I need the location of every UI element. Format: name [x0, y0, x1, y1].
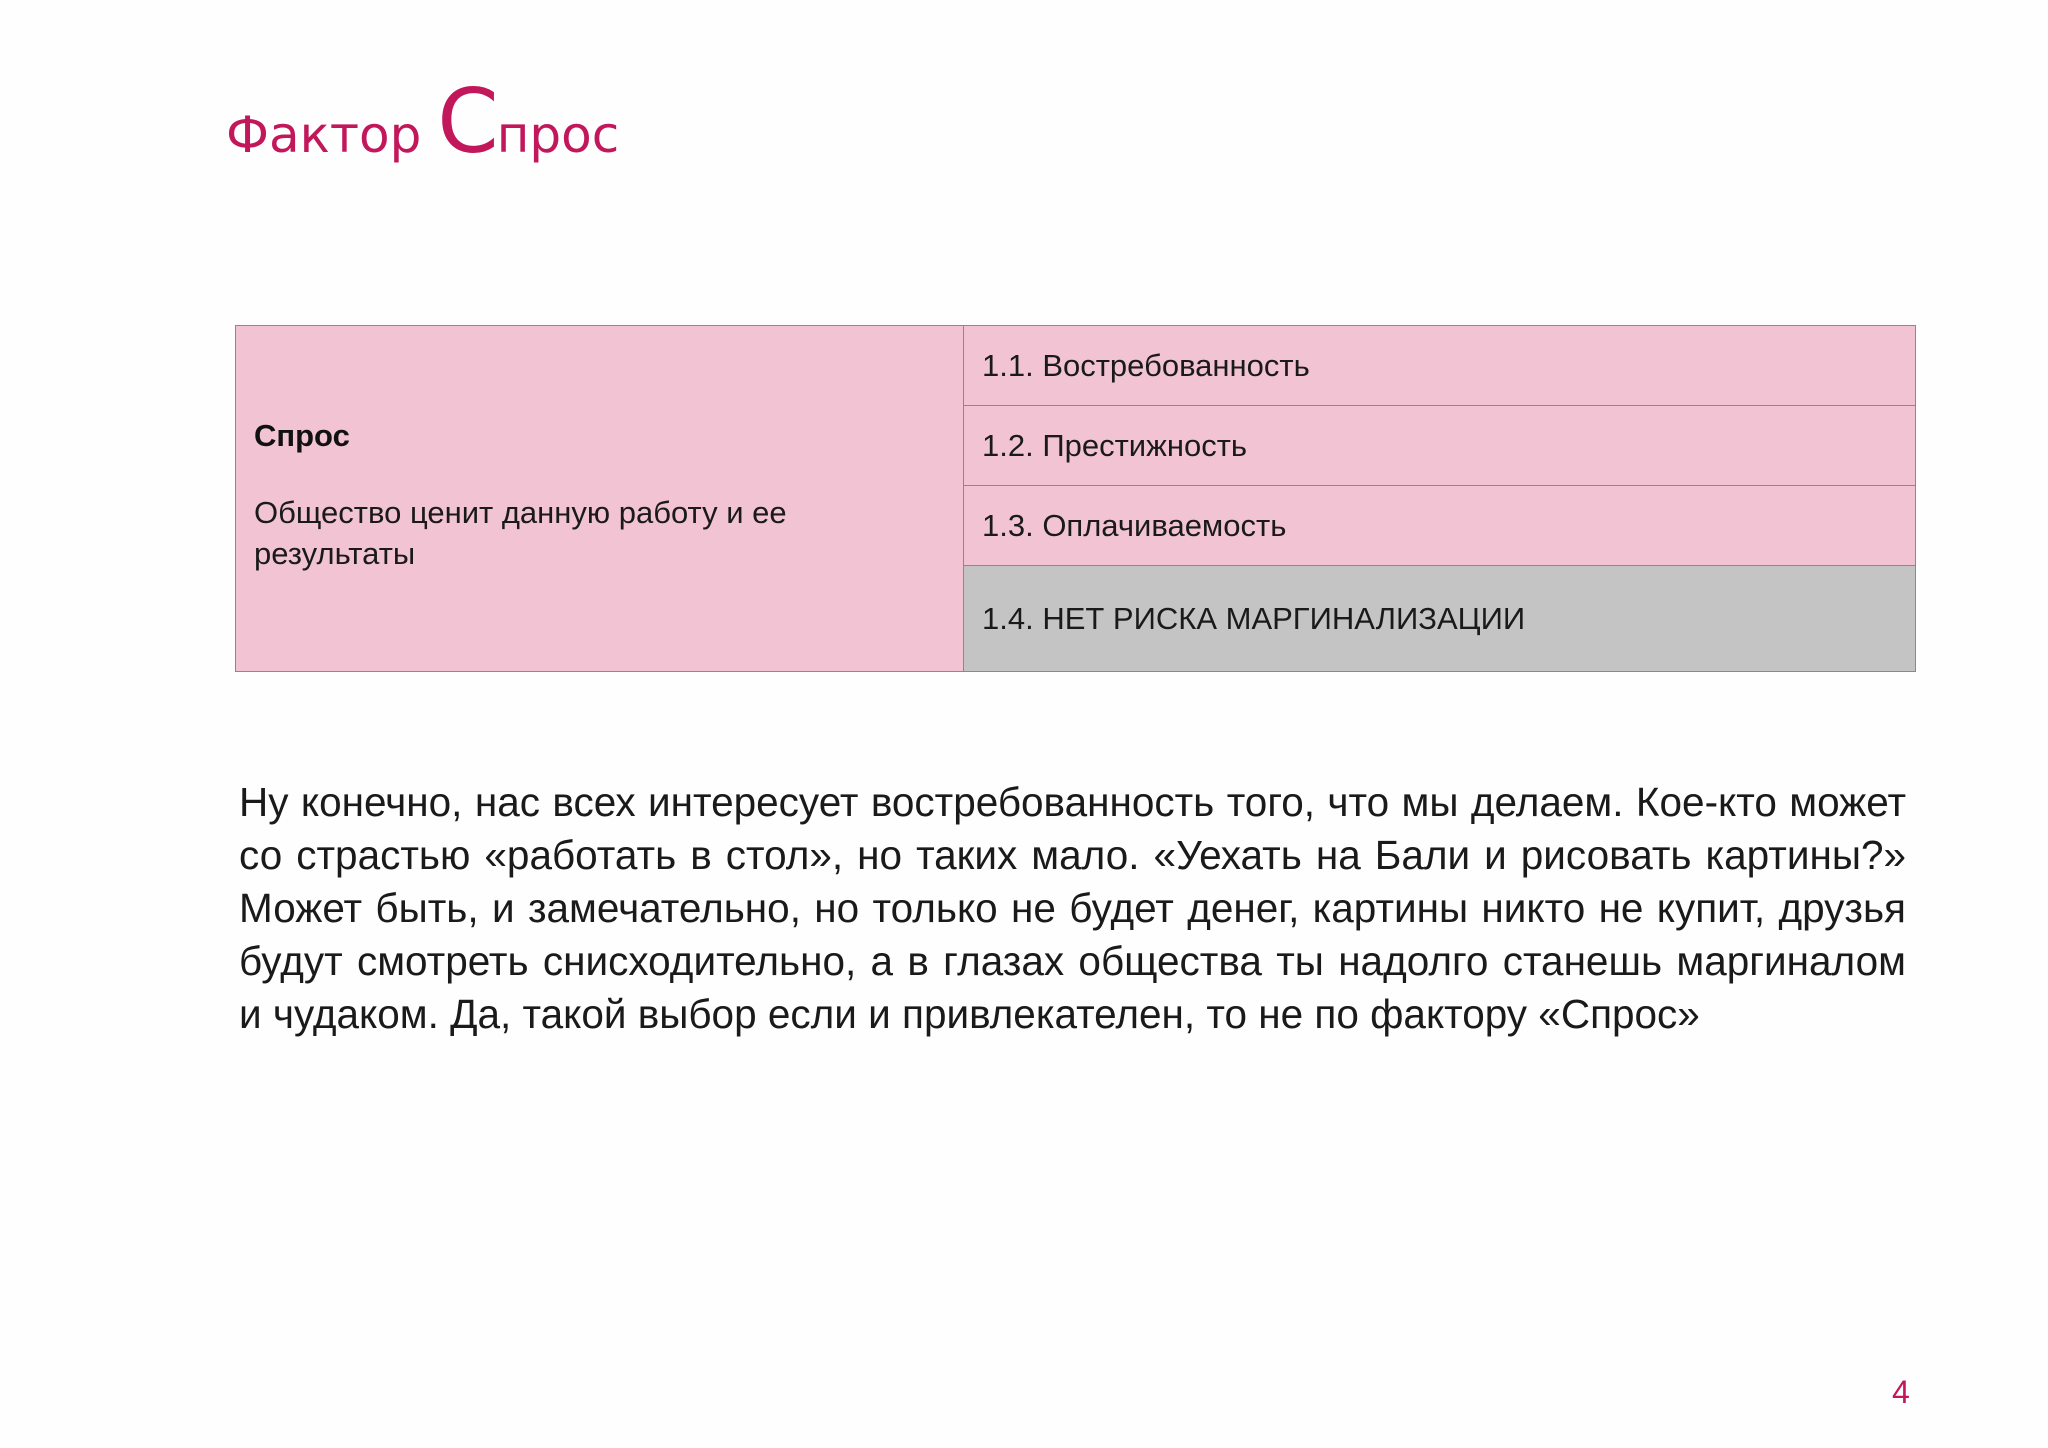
factor-item-prestige: 1.2. Престижность — [964, 406, 1915, 486]
factor-summary-cell — [236, 326, 964, 671]
factor-description: Общество ценит данную работу и ее результаты — [254, 495, 787, 571]
factor-table — [235, 325, 1916, 672]
factor-item-marginalization: 1.4. НЕТ РИСКА МАРГИНАЛИЗАЦИИ — [964, 566, 1915, 671]
body-paragraph: Ну конечно, нас всех интересует востребованность того, что мы делаем. Кое-кто может со страстью «работать в стол», но таких мало. «Уехать на Бали и рисовать картины?» Может быть, и замечательно, но только не будет денег, картины никто не купит, друзья будут смотреть снисходительно, а в глазах общества ты надолго станешь маргиналом и чудаком. Да, такой выбор если и привлекателен, то не по фактору «Спрос» — [239, 779, 1906, 1037]
factor-item-demand: 1.1. Востребованность — [964, 326, 1915, 406]
slide-title-part1: Фактор — [226, 106, 438, 164]
page-number: 4 — [1892, 1374, 1910, 1410]
factor-items — [964, 326, 1915, 671]
factor-item-pay: 1.3. Оплачиваемость — [964, 486, 1915, 566]
slide-title-initial: С — [437, 70, 497, 173]
factor-heading: Спрос — [254, 418, 350, 453]
slide-title — [226, 70, 620, 173]
slide-title-part3: прос — [496, 106, 620, 164]
